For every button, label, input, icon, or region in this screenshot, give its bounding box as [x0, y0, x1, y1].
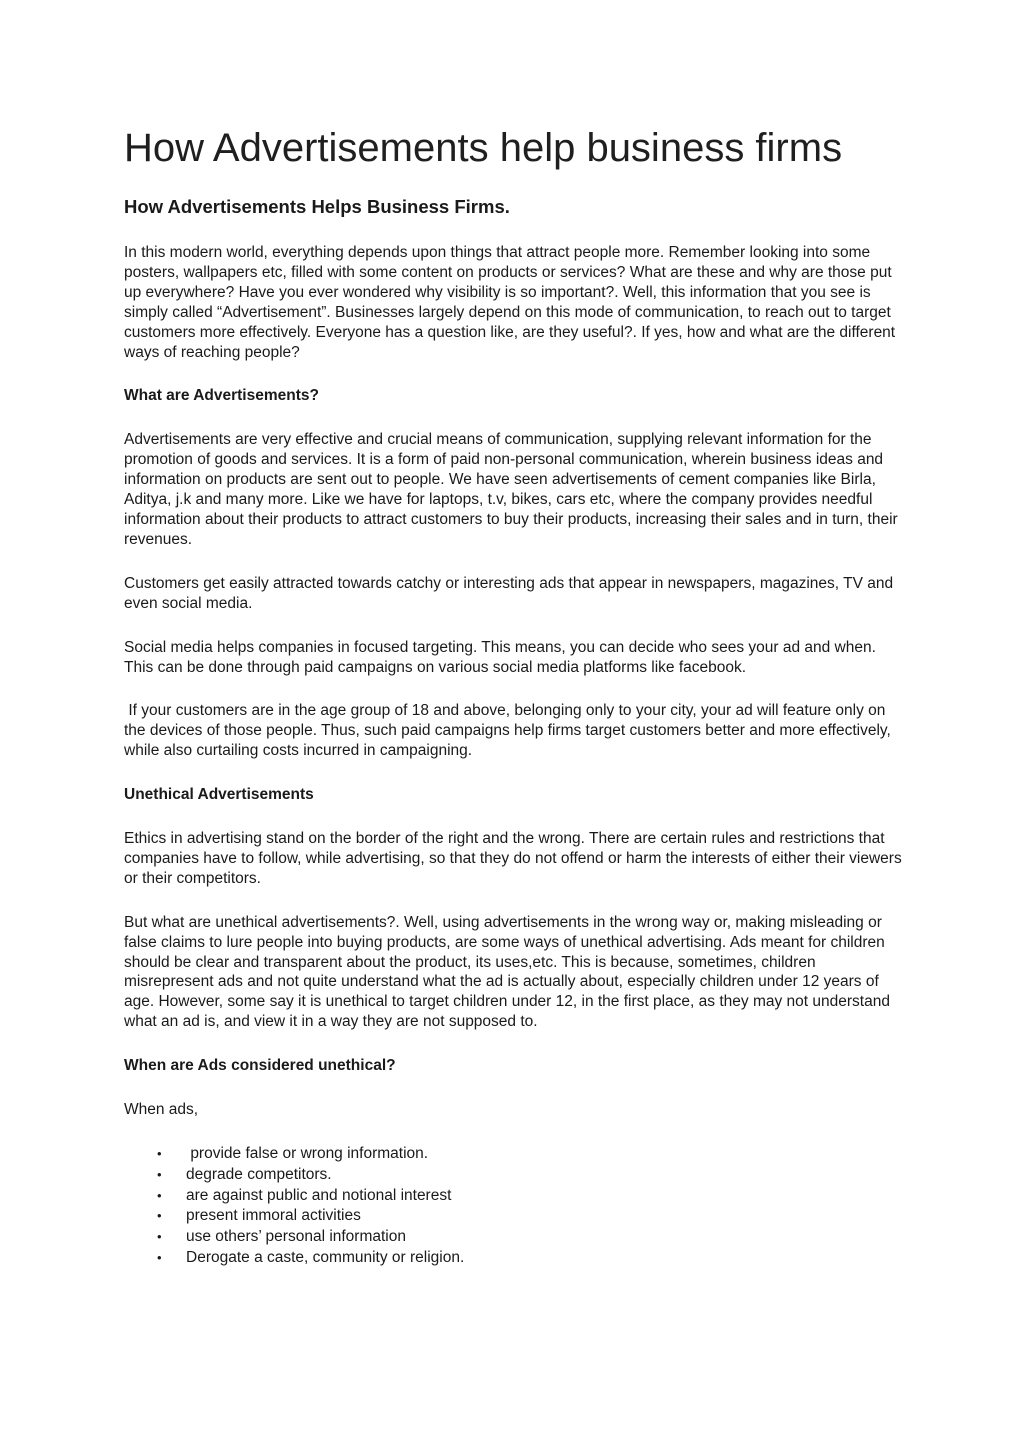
bullet-icon: •: [157, 1146, 162, 1161]
list-item-text: present immoral activities: [186, 1207, 361, 1225]
list-item-text: use others’ personal information: [186, 1228, 406, 1246]
section-heading-when-unethical: When are Ads considered unethical?: [124, 1057, 396, 1075]
paragraph-definition: Advertisements are very effective and crucial means of communication, supplying relevant information for the promotion of goods and services. It is a form of paid non-personal communication, wherein business ideas and information on products are sent out to people. We have seen advertisements of cement companies like Birla, Aditya, j.k and many more. Like we have for laptops, t.v, bikes, cars etc, where the company provides needful information about their products to attract customers to buy their products, increasing their sales and in turn, their revenues.: [124, 431, 898, 548]
section-heading-unethical-ads: Unethical Advertisements: [124, 786, 314, 804]
paragraph-when-ads: When ads,: [124, 1101, 199, 1119]
list-item-text: provide false or wrong information.: [186, 1145, 429, 1162]
document-body: [124, 243, 904, 1269]
list-item: [124, 1186, 904, 1207]
paragraph-unethical: But what are unethical advertisements?. Well, using advertisements in the wrong way or, making misleading or false claims to lure people into buying products, are some ways of unethical advertising. Ads meant for children should be clear and transparent about the product, its uses,etc. This is because, sometimes, children misrepresent ads and not quite understand what the ad is actually about, especially children under 12 years of age. However, some say it is unethical to target children under 12, in the first place, as they may not understand what an ad is, and view it in a way they are not supposed to.: [124, 913, 890, 1031]
paragraph-social-media: Social media helps companies in focused targeting. This means, you can decide who sees your ad and when. This can be done through paid campaigns on various social media platforms like facebook.: [124, 638, 876, 676]
bullet-icon: •: [157, 1166, 162, 1182]
document-title: How Advertisements help business firms: [124, 126, 843, 170]
section-heading-what-are-ads: What are Advertisements?: [124, 387, 319, 405]
document-subtitle: How Advertisements Helps Business Firms.: [124, 196, 510, 217]
unethical-criteria-list: [124, 1144, 904, 1269]
list-item: [124, 1165, 904, 1186]
list-item: [124, 1227, 904, 1248]
list-item: [124, 1144, 904, 1165]
bullet-icon: •: [157, 1208, 162, 1224]
list-item-text: are against public and notional interest: [186, 1186, 452, 1204]
list-item: [124, 1206, 904, 1227]
bullet-icon: •: [157, 1249, 162, 1265]
bullet-icon: •: [157, 1187, 162, 1203]
paragraph-customers: Customers get easily attracted towards catchy or interesting ads that appear in newspapers, magazines, TV and even social media.: [124, 574, 894, 612]
paragraph-ethics: Ethics in advertising stand on the border of the right and the wrong. There are certain rules and restrictions that companies have to follow, while advertising, so that they do not offend or harm the interests of either their viewers or their competitors.: [124, 830, 902, 887]
paragraph-targeting: If your customers are in the age group of 18 and above, belonging only to your city, your ad will feature only on the devices of those people. Thus, such paid campaigns help firms target customers better and more effectively, while also curtailing costs incurred in campaigning.: [124, 702, 896, 760]
intro-paragraph: In this modern world, everything depends upon things that attract people more. Remember looking into some posters, wallpapers etc, filled with some content on products or services? What are these and why are those put up everywhere? Have you ever wondered why visibility is so important?. Well, this information that you see is simply called “Advertisement”. Businesses largely depend on this mode of communication, to reach out to target customers more effectively. Everyone has a question like, are they useful?. If yes, how and what are the different ways of reaching people?: [124, 244, 896, 361]
bullet-icon: •: [157, 1229, 162, 1245]
list-item-text: Derogate a caste, community or religion.: [186, 1248, 465, 1266]
list-item-text: degrade competitors.: [186, 1165, 332, 1183]
list-item: [124, 1248, 904, 1269]
